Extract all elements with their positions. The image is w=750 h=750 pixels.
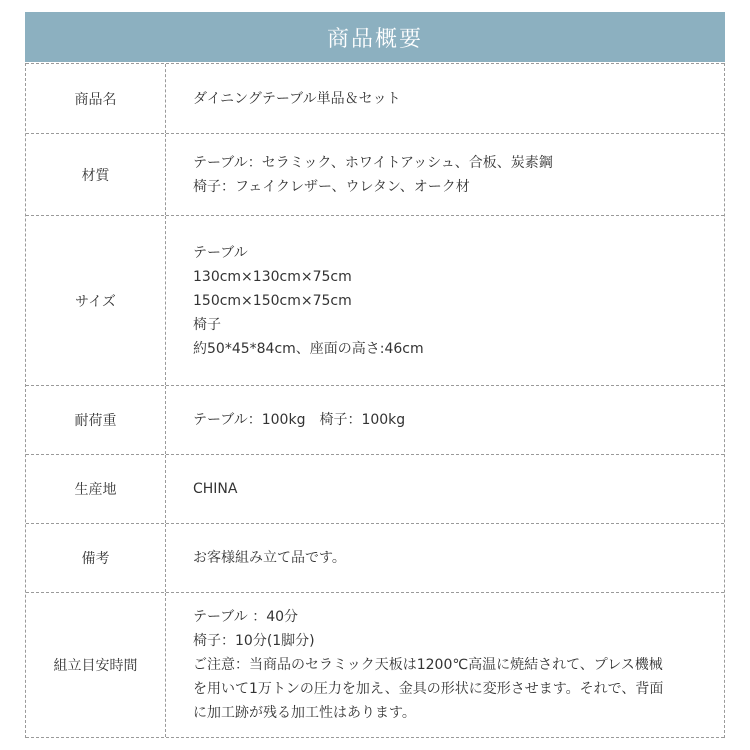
spec-row-size [26,215,724,385]
spec-row-assembly-time [26,592,724,738]
spec-value-line: 130cm×130cm×75cm [193,268,352,285]
spec-row-load-capacity [26,385,724,454]
spec-label: 材質 [26,134,166,215]
page-title: 商品概要 [326,26,423,52]
spec-table [25,63,725,738]
spec-label: 商品名 [26,64,166,133]
spec-value [166,64,724,133]
spec-value-line: ご注意：当商品のセラミック天板は1200℃高温に焼結されて、プレス機械 [193,657,663,673]
spec-label: サイズ [26,216,166,385]
spec-row-product-name [26,63,724,133]
spec-label: 耐荷重 [26,386,166,454]
spec-value-line: CHINA [193,481,238,497]
spec-value-line: テーブル ：40分 [193,609,299,625]
spec-value [166,134,724,215]
spec-value-line: テーブル：セラミック、ホワイトアッシュ、合板、炭素鋼 [193,154,553,171]
spec-value-line: ダイニングテーブル単品＆セット [193,90,401,107]
spec-row-origin [26,454,724,523]
spec-value-line: 椅子：10分(1脚分) [193,633,315,649]
spec-value [166,386,724,454]
spec-value-line: お客様組み立て品です。 [193,550,346,566]
spec-value [166,524,724,592]
spec-label: 生産地 [26,455,166,523]
spec-label: 備考 [26,524,166,592]
spec-value-line: 椅子：フェイクレザー、ウレタン、オーク材 [193,178,470,195]
spec-value-line: テーブル [193,244,248,261]
spec-value-line: テーブル：100kg 椅子：100kg [193,412,406,428]
spec-value-line: 約50*45*84cm、座面の高さ:46cm [193,340,424,357]
page-header [25,12,725,62]
spec-value-line: 椅子 [193,316,221,333]
spec-value [166,455,724,523]
spec-value [166,593,724,737]
spec-row-notes [26,523,724,592]
spec-value-line: に加工跡が残る加工性はあります。 [193,705,416,721]
spec-value [166,216,724,385]
spec-row-material [26,133,724,215]
spec-value-line: 150cm×150cm×75cm [193,292,352,309]
spec-label: 組立目安時間 [26,593,166,737]
spec-value-line: を用いて1万トンの圧力を加え、金具の形状に変形させます。それで、背面 [193,681,664,697]
